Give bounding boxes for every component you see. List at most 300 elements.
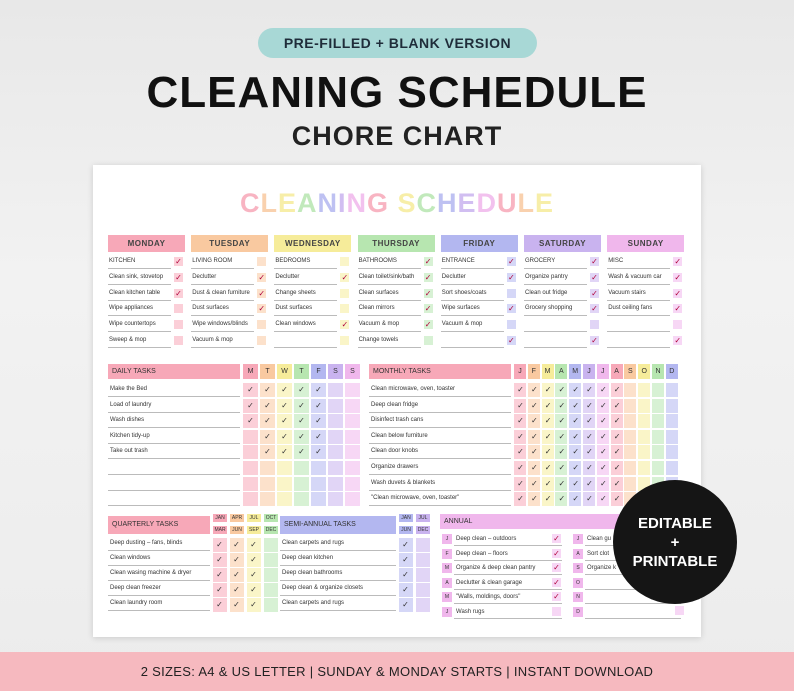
task-checkbox <box>257 336 266 345</box>
monthly-cell <box>638 430 650 444</box>
semi-cell <box>416 553 430 567</box>
quarter-check: ✓ <box>233 585 240 594</box>
monthly-check: ✓ <box>530 463 538 472</box>
annual-month: O <box>573 578 583 588</box>
daily-cell <box>277 461 292 475</box>
task-label: Wipe surfaces <box>441 305 480 312</box>
daily-check: ✓ <box>281 385 288 394</box>
check-mark: ✓ <box>424 257 432 266</box>
task-checkbox <box>174 336 183 345</box>
quarterly-task: Deep clean freezer <box>110 585 161 591</box>
row-line <box>191 268 254 269</box>
check-mark: ✓ <box>258 304 266 314</box>
row-line <box>108 550 210 551</box>
monthly-check: ✓ <box>613 431 621 441</box>
annual-month: D <box>573 607 583 617</box>
monthly-check: ✓ <box>530 478 538 488</box>
quarterly-task: Clean windows <box>110 555 151 561</box>
daily-cell <box>328 461 343 475</box>
monthly-check: ✓ <box>613 463 621 472</box>
monthly-cell <box>624 414 636 428</box>
quarterly-header: QUARTERLY TASKS <box>108 516 210 534</box>
daily-cell <box>243 492 258 506</box>
monthly-check: ✓ <box>572 463 580 472</box>
month-label: J <box>514 364 526 379</box>
check-mark: ✓ <box>591 288 598 298</box>
monthly-check: ✓ <box>599 431 607 441</box>
row-line <box>191 315 254 316</box>
daily-task: Take out trash <box>110 448 148 455</box>
quarter-check: ✓ <box>250 585 257 594</box>
monthly-check: ✓ <box>586 494 593 504</box>
semi-check: ✓ <box>402 600 409 609</box>
row-line <box>108 396 240 397</box>
row-line <box>369 427 511 428</box>
monthly-check: ✓ <box>517 463 524 472</box>
daily-day-label: S <box>345 364 360 379</box>
row-line <box>441 268 504 269</box>
daily-task: Kitchen tidy-up <box>110 432 150 439</box>
daily-check: ✓ <box>315 385 322 394</box>
quarter-cell <box>264 568 278 582</box>
sheet-title-letter: L <box>517 188 536 218</box>
row-line <box>358 331 421 332</box>
monthly-tasks-header: MONTHLY TASKS <box>369 364 511 379</box>
daily-cell <box>345 383 360 397</box>
daily-check: ✓ <box>264 447 271 457</box>
annual-task: Clean gu <box>587 536 612 542</box>
daily-cell <box>328 399 343 413</box>
task-label: Declutter <box>275 273 300 280</box>
check-mark: ✓ <box>591 336 598 345</box>
check-mark: ✓ <box>507 304 515 314</box>
monthly-check: ✓ <box>558 478 566 488</box>
semi-annual-header: SEMI-ANNUAL TASKS <box>280 516 396 534</box>
monthly-task: Clean below furniture <box>371 432 428 439</box>
monthly-check: ✓ <box>613 494 621 504</box>
task-label: Dust surfaces <box>192 305 229 312</box>
daily-cell <box>328 445 343 459</box>
daily-cell <box>243 477 258 491</box>
daily-cell <box>328 492 343 506</box>
monthly-check: ✓ <box>517 494 524 504</box>
row-line <box>280 580 396 581</box>
daily-task: Wash dishes <box>110 417 145 424</box>
daily-check: ✓ <box>315 416 322 426</box>
monthly-check: ✓ <box>613 478 621 488</box>
month-label: D <box>666 364 678 379</box>
monthly-check: ✓ <box>613 416 621 426</box>
task-label: Wipe windows/blinds <box>192 321 248 328</box>
row-line <box>369 443 511 444</box>
monthly-check: ✓ <box>517 416 524 426</box>
daily-cell <box>345 477 360 491</box>
monthly-check: ✓ <box>586 416 593 426</box>
semi-col-end: JUN <box>399 526 413 534</box>
monthly-check: ✓ <box>613 447 621 457</box>
quarterly-task: Clean laundry room <box>110 600 163 606</box>
monthly-check: ✓ <box>586 431 593 441</box>
check-mark: ✓ <box>507 336 515 345</box>
monthly-cell <box>652 383 664 397</box>
daily-check: ✓ <box>264 431 271 441</box>
task-label: Dust ceiling fans <box>608 305 653 312</box>
task-checkbox <box>340 304 349 313</box>
daily-cell <box>277 477 292 491</box>
row-line <box>108 300 171 301</box>
annual-task: Organize & deep clean pantry <box>456 565 536 572</box>
sheet-title-letter: L <box>260 188 278 218</box>
task-checkbox <box>174 320 183 329</box>
row-line <box>524 300 587 301</box>
row-line <box>191 300 254 301</box>
quarter-check: ✓ <box>216 555 223 564</box>
day-header: WEDNESDAY <box>274 235 351 252</box>
task-label: Vacuum stairs <box>608 289 646 296</box>
task-checkbox <box>340 336 349 345</box>
task-label: Change towels <box>358 337 399 343</box>
row-line <box>454 618 562 619</box>
monthly-check: ✓ <box>599 463 607 472</box>
monthly-check: ✓ <box>558 400 566 410</box>
monthly-check: ✓ <box>586 400 593 410</box>
annual-month: J <box>442 534 452 544</box>
sheet-title-letter: E <box>277 188 297 218</box>
task-checkbox <box>673 320 682 329</box>
row-line <box>607 315 670 316</box>
quarter-col: OCT <box>265 515 277 521</box>
monthly-cell <box>624 461 636 475</box>
row-line <box>280 550 396 551</box>
monthly-check: ✓ <box>586 385 593 394</box>
task-label: ENTRANCE <box>441 258 475 264</box>
monthly-check: ✓ <box>530 447 538 457</box>
semi-task: Clean carpets and rugs <box>282 600 345 606</box>
annual-month: S <box>573 563 583 573</box>
row-line <box>191 347 254 348</box>
check-mark: ✓ <box>674 288 682 298</box>
annual-month: A <box>573 549 583 559</box>
sheet-title-letter: A <box>296 188 318 218</box>
daily-check: ✓ <box>315 447 322 457</box>
task-checkbox <box>590 320 599 329</box>
row-line <box>358 268 421 269</box>
task-label: Vacuum & mop <box>441 321 483 328</box>
daily-tasks-header: DAILY TASKS <box>108 364 240 379</box>
task-label: Sweep & mop <box>109 337 147 343</box>
row-line <box>108 331 171 332</box>
quarter-check: ✓ <box>250 600 257 609</box>
quarter-cell <box>264 598 278 612</box>
check-mark: ✓ <box>341 320 349 330</box>
monthly-cell <box>666 399 678 413</box>
semi-check: ✓ <box>402 570 409 579</box>
annual-task: Deep clean – floors <box>456 550 508 557</box>
task-checkbox <box>424 336 433 345</box>
monthly-check: ✓ <box>558 463 566 472</box>
check-mark: ✓ <box>674 336 682 345</box>
monthly-check: ✓ <box>572 400 580 410</box>
task-label: Wipe appliances <box>109 305 154 312</box>
row-line <box>274 268 337 269</box>
semi-check: ✓ <box>402 540 409 549</box>
month-label: J <box>597 364 609 379</box>
annual-check: ✓ <box>553 563 560 573</box>
row-line <box>369 458 511 459</box>
task-label: KITCHEN <box>109 258 136 264</box>
day-header: SATURDAY <box>524 235 601 252</box>
monthly-check: ✓ <box>572 431 580 441</box>
row-line <box>585 618 681 619</box>
row-line <box>108 284 171 285</box>
daily-cell <box>260 461 275 475</box>
row-line <box>108 505 240 506</box>
month-label: S <box>624 364 636 379</box>
row-line <box>607 331 670 332</box>
semi-cell <box>416 598 430 612</box>
row-line <box>358 315 421 316</box>
monthly-check: ✓ <box>530 400 538 410</box>
daily-cell <box>243 461 258 475</box>
annual-task: Deep clean – outdoors <box>456 536 517 542</box>
quarter-col-end: SEP <box>248 527 259 533</box>
sheet-title-letter: H <box>437 188 458 218</box>
quarterly-task: Clean wasing machine & dryer <box>110 570 192 576</box>
task-label: Grocery shopping <box>525 305 573 312</box>
task-label: Wash & vacuum car <box>608 273 662 280</box>
check-mark: ✓ <box>424 320 432 330</box>
row-line <box>280 595 396 596</box>
task-label: LIVING ROOM <box>192 258 233 264</box>
monthly-task: Clean door knobs <box>371 448 419 455</box>
task-label: Sort shoes/coats <box>441 289 487 296</box>
monthly-cell <box>624 477 636 491</box>
monthly-check: ✓ <box>558 447 566 457</box>
task-checkbox <box>340 257 349 266</box>
semi-task: Deep clean kitchen <box>282 555 334 561</box>
month-label: A <box>611 364 623 379</box>
sheet-title-letter: D <box>476 188 498 218</box>
task-label: Declutter <box>441 273 466 280</box>
row-line <box>108 268 171 269</box>
row-line <box>108 347 171 348</box>
row-line <box>274 347 337 348</box>
subtitle: CHORE CHART <box>291 121 503 151</box>
daily-cell <box>260 477 275 491</box>
semi-check: ✓ <box>402 555 409 564</box>
check-mark: ✓ <box>341 272 349 282</box>
task-label: Change sheets <box>275 289 316 296</box>
day-header: SUNDAY <box>607 235 684 252</box>
semi-col-end: DEC <box>417 527 429 533</box>
daily-cell <box>311 461 326 475</box>
daily-cell <box>345 445 360 459</box>
monthly-check: ✓ <box>599 400 607 410</box>
semi-task: Deep clean & organize closets <box>282 585 364 591</box>
quarter-col-end: JUN <box>230 526 244 534</box>
daily-check: ✓ <box>247 416 254 426</box>
day-header: TUESDAY <box>191 235 268 252</box>
monthly-check: ✓ <box>599 478 607 488</box>
row-line <box>108 427 240 428</box>
monthly-check: ✓ <box>544 494 552 504</box>
semi-cell <box>416 538 430 552</box>
monthly-task: Deep clean fridge <box>371 401 419 408</box>
monthly-check: ✓ <box>558 385 566 394</box>
task-label: Wipe countertops <box>109 321 156 328</box>
row-line <box>369 412 511 413</box>
monthly-cell <box>652 414 664 428</box>
task-label: Dust & clean furniture <box>192 289 250 296</box>
monthly-cell <box>638 383 650 397</box>
monthly-check: ✓ <box>517 478 524 488</box>
annual-month: F <box>442 549 452 559</box>
row-line <box>607 300 670 301</box>
task-label: BEDROOMS <box>275 258 311 264</box>
daily-day-label: T <box>294 364 309 379</box>
annual-month: A <box>442 578 452 588</box>
check-mark: ✓ <box>507 272 515 282</box>
monthly-check: ✓ <box>599 494 607 504</box>
monthly-check: ✓ <box>613 400 621 410</box>
row-line <box>441 284 504 285</box>
annual-month: N <box>573 592 583 602</box>
daily-check: ✓ <box>281 400 288 410</box>
quarter-check: ✓ <box>233 540 240 549</box>
monthly-cell <box>652 445 664 459</box>
quarter-col: APR <box>231 515 243 521</box>
quarter-col: JAN <box>213 514 227 522</box>
monthly-check: ✓ <box>599 385 607 394</box>
daily-cell <box>311 477 326 491</box>
daily-task: Make the Bed <box>110 386 148 392</box>
check-mark: ✓ <box>674 272 682 282</box>
check-mark: ✓ <box>674 257 682 266</box>
annual-month: J <box>442 607 452 617</box>
monthly-task: Organize drawers <box>371 464 419 470</box>
row-line <box>607 347 670 348</box>
sheet-title-letter: N <box>346 188 367 218</box>
daily-cell <box>294 461 309 475</box>
month-label: A <box>555 364 567 379</box>
sheet-title-letter: E <box>535 188 555 218</box>
annual-month: M <box>442 563 452 573</box>
monthly-check: ✓ <box>544 416 552 426</box>
monthly-check: ✓ <box>558 494 566 504</box>
row-line <box>369 474 511 475</box>
quarter-check: ✓ <box>216 570 223 579</box>
annual-month: J <box>573 534 583 544</box>
quarter-check: ✓ <box>233 600 240 609</box>
monthly-cell <box>624 399 636 413</box>
monthly-check: ✓ <box>544 463 552 472</box>
task-label: Dust surfaces <box>275 305 313 312</box>
daily-cell <box>328 383 343 397</box>
row-line <box>454 545 562 546</box>
monthly-check: ✓ <box>586 463 593 472</box>
sheet-title-letter: C <box>239 188 261 218</box>
monthly-check: ✓ <box>517 400 524 410</box>
quarter-check: ✓ <box>216 600 223 609</box>
monthly-check: ✓ <box>599 447 607 457</box>
row-line <box>454 603 562 604</box>
monthly-task: Disinfect trash cans <box>371 417 424 424</box>
monthly-check: ✓ <box>572 447 580 457</box>
row-line <box>454 560 562 561</box>
row-line <box>108 580 210 581</box>
task-checkbox <box>507 320 516 329</box>
quarter-cell <box>264 553 278 567</box>
monthly-task: Wash duvets & blankets <box>371 479 436 486</box>
task-label: GROCERY <box>525 258 556 264</box>
row-line <box>108 412 240 413</box>
row-line <box>108 595 210 596</box>
main-title: CLEANING SCHEDULE <box>146 68 648 117</box>
task-checkbox <box>257 257 266 266</box>
monthly-cell <box>666 430 678 444</box>
check-mark: ✓ <box>424 288 432 298</box>
daily-task: Load of laundry <box>110 401 152 408</box>
check-mark: ✓ <box>175 288 182 298</box>
editable-printable-badge <box>613 480 737 604</box>
daily-check: ✓ <box>315 400 322 410</box>
monthly-check: ✓ <box>517 385 524 394</box>
monthly-cell <box>666 445 678 459</box>
monthly-cell <box>638 399 650 413</box>
monthly-cell <box>652 430 664 444</box>
quarter-check: ✓ <box>250 555 257 564</box>
semi-task: Deep clean bathrooms <box>282 570 343 576</box>
row-line <box>280 610 396 611</box>
daily-cell <box>345 461 360 475</box>
quarter-check: ✓ <box>233 555 240 564</box>
row-line <box>108 565 210 566</box>
task-label: Clean kitchen table <box>109 289 161 296</box>
daily-cell <box>294 477 309 491</box>
row-line <box>274 300 337 301</box>
row-line <box>524 331 587 332</box>
check-mark: ✓ <box>258 272 266 282</box>
row-line <box>524 315 587 316</box>
daily-day-label: S <box>328 364 343 379</box>
monthly-check: ✓ <box>586 478 593 488</box>
semi-cell <box>416 583 430 597</box>
row-line <box>369 490 511 491</box>
semi-task: Clean carpets and rugs <box>282 540 345 546</box>
monthly-check: ✓ <box>544 478 552 488</box>
daily-cell <box>277 492 292 506</box>
quarterly-task: Deep dusting – fans, blinds <box>110 540 183 546</box>
daily-check: ✓ <box>247 385 254 394</box>
badge-line-3: PRINTABLE <box>632 553 718 570</box>
monthly-check: ✓ <box>544 385 552 394</box>
daily-check: ✓ <box>298 385 305 394</box>
monthly-check: ✓ <box>530 416 538 426</box>
monthly-check: ✓ <box>558 431 566 441</box>
row-line <box>441 300 504 301</box>
row-line <box>108 315 171 316</box>
daily-day-label: T <box>260 364 275 379</box>
row-line <box>524 268 587 269</box>
check-mark: ✓ <box>175 257 182 266</box>
daily-cell <box>294 492 309 506</box>
row-line <box>441 315 504 316</box>
annual-check: ✓ <box>553 534 560 543</box>
monthly-check: ✓ <box>530 385 538 394</box>
monthly-check: ✓ <box>517 431 524 441</box>
row-line <box>524 284 587 285</box>
monthly-check: ✓ <box>544 431 552 441</box>
